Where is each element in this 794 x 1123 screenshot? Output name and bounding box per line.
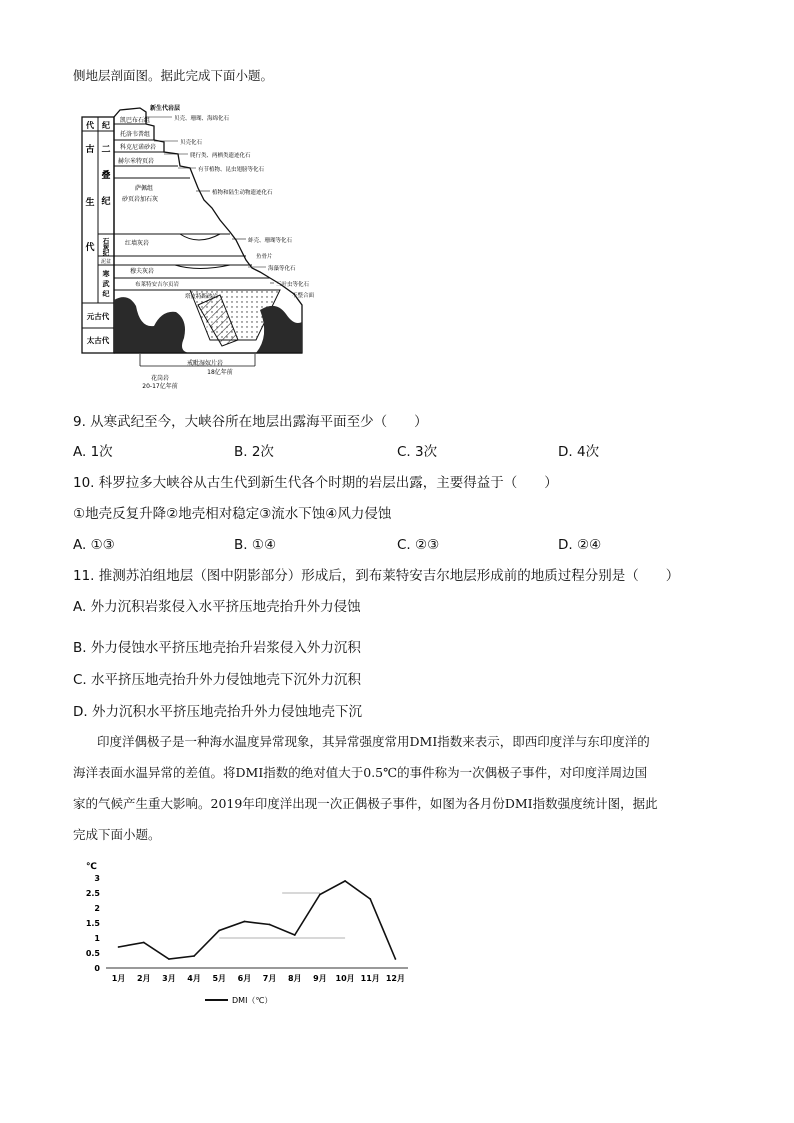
period-niyu: 泥盆	[100, 259, 112, 265]
q10-items: ①地壳反复升降②地壳相对稳定③流水下蚀④风力侵蚀	[73, 506, 392, 522]
q10-text: 10. 科罗拉多大峡谷从古生代到新生代各个时期的岩层出露，主要得益于（ ）	[73, 475, 558, 491]
dmi-data-point	[118, 946, 120, 948]
period-hanwu-3: 纪	[102, 290, 110, 298]
fossil-label-5: 植物和陆生动物遗迹化石	[212, 190, 273, 196]
q11-option-b[interactable]: B. 外力侵蚀水平挤压地壳抬升岩浆侵入外力沉积	[73, 640, 361, 656]
layer-toroweap: 托洛韦普组	[120, 131, 151, 138]
chart-unit-label: ℃	[86, 862, 97, 872]
x-tick-label: 3月	[162, 974, 176, 983]
fossil-label-6: 蚌壳、珊瑚等化石	[248, 238, 293, 244]
layer-tapeats: 塔皮特斯砂岩	[185, 294, 219, 300]
dmi-data-point	[344, 880, 346, 882]
layer-redwall: 红墙灰岩	[125, 240, 150, 247]
layer-coconino: 科克尼诺砂岩	[120, 144, 157, 151]
fossil-label-4: 有节植物、昆虫翅膀等化石	[198, 167, 265, 173]
q11-option-c[interactable]: C. 水平挤压地壳抬升外力侵蚀地壳下沉外力沉积	[73, 672, 362, 688]
x-tick-label: 4月	[187, 974, 201, 983]
dmi-data-point	[319, 894, 321, 896]
col-header-period: 纪	[102, 121, 110, 130]
x-tick-label: 11月	[360, 974, 380, 983]
layer-bright-angel: 布莱特安吉尔页岩	[135, 282, 180, 288]
period-hanwu-1: 寒	[102, 270, 110, 278]
x-tick-label: 6月	[237, 974, 252, 983]
q11-option-d[interactable]: D. 外力沉积水平挤压地壳抬升外力侵蚀地壳下沉	[73, 704, 362, 720]
period-erji-2: 叠	[101, 171, 111, 181]
schist-body	[256, 306, 302, 353]
y-tick-label: 3	[94, 874, 100, 883]
q10-option-a[interactable]: A. ①③	[73, 537, 115, 553]
dmi-data-point	[143, 942, 145, 944]
q11-text: 11. 推测苏泊组地层（图中阴影部分）形成后，到布莱特安吉尔地层形成前的地质过程分别是（ ）	[73, 568, 680, 584]
y-tick-label: 2.5	[85, 889, 100, 898]
dmi-data-point	[395, 958, 397, 960]
col-header-era: 代	[86, 121, 94, 130]
legend-label: DMI（℃）	[232, 996, 273, 1005]
x-tick-label: 1月	[111, 974, 126, 983]
passage-line-4: 完成下面小题。	[73, 827, 161, 842]
y-tick-label: 0	[94, 964, 100, 973]
fossil-label-9: 三叶虫等化石	[276, 282, 310, 288]
strata-figure	[80, 100, 340, 390]
dmi-data-point	[244, 921, 246, 923]
q9-text: 9. 从寒武纪至今，大峡谷所在地层出露海平面至少（ ）	[73, 414, 428, 430]
fossil-label-1: 贝壳、珊瑚、海绵化石	[174, 116, 230, 122]
layer-supai: 萨佩组	[135, 185, 154, 192]
layer-kaibab: 凯巴布石组	[120, 117, 151, 124]
x-tick-label: 8月	[287, 974, 302, 983]
q10-option-d[interactable]: D. ②④	[558, 537, 602, 553]
q9-option-d[interactable]: D. 4次	[558, 444, 600, 460]
layer-hermit: 赫尔米特页岩	[118, 158, 155, 165]
period-hanwu-2: 武	[102, 280, 110, 288]
y-tick-label: 0.5	[85, 949, 100, 958]
x-tick-label: 7月	[262, 974, 277, 983]
q11-option-a[interactable]: A. 外力沉积岩浆侵入水平挤压地壳抬升外力侵蚀	[73, 599, 361, 615]
proterozoic-label: 元古代	[86, 312, 110, 321]
q9-option-c[interactable]: C. 3次	[397, 444, 438, 460]
period-shitan-1: 石	[102, 237, 110, 245]
archean-label: 太古代	[86, 336, 110, 345]
dmi-chart	[80, 858, 410, 1008]
era-char-1: 古	[85, 145, 95, 155]
q10-option-c[interactable]: C. ②③	[397, 537, 440, 553]
layer-subo: 苏伯组	[204, 314, 218, 331]
fossil-label-2: 贝壳化石	[180, 140, 203, 146]
dmi-data-point	[218, 930, 220, 932]
passage-line-3: 家的气候产生重大影响。2019年印度洋出现一次正偶极子事件，如图为各月份DMI指数强度统计图，据此	[73, 796, 658, 811]
dmi-series-line	[119, 881, 396, 959]
dmi-data-point	[294, 934, 296, 936]
period-shitan-3: 纪	[102, 249, 110, 257]
dmi-data-point	[168, 958, 170, 960]
q9-option-a[interactable]: A. 1次	[73, 444, 113, 460]
x-tick-label: 5月	[212, 974, 227, 983]
x-tick-label: 10月	[335, 974, 355, 983]
q9-option-b[interactable]: B. 2次	[234, 444, 274, 460]
y-tick-label: 2	[94, 904, 100, 913]
dmi-data-point	[193, 955, 195, 957]
era-char-2: 生	[85, 198, 95, 208]
period-erji-1: 二	[101, 145, 111, 155]
fossil-label-10: 不整合面	[292, 293, 315, 299]
period-shitan-2: 炭	[102, 243, 110, 251]
x-tick-label: 12月	[385, 974, 405, 983]
y-tick-label: 1.5	[85, 919, 100, 928]
dmi-data-point	[369, 898, 371, 900]
y-tick-label: 1	[94, 934, 100, 943]
fossil-label-7: 鱼骨片	[256, 254, 273, 260]
granite-intrusion	[114, 297, 190, 353]
period-erji-3: 纪	[101, 197, 111, 207]
schist-age: 18亿年前	[207, 369, 233, 376]
x-tick-label: 9月	[313, 974, 327, 983]
granite-label: 花岗岩	[150, 375, 170, 382]
fossil-label-3: 爬行类、两栖类遗迹化石	[190, 153, 251, 159]
schist-label: 戒毗湿奴片岩	[186, 360, 224, 367]
layer-supai-2: 砂页岩加石灰	[122, 196, 159, 203]
era-char-3: 代	[85, 243, 95, 253]
layer-top-label: 新生代岩层	[150, 105, 181, 112]
passage-line-1: 印度洋偶极子是一种海水温度异常现象，其异常强度常用DMI指数来表示，即西印度洋与东印度洋的	[97, 734, 650, 749]
granite-age: 20-17亿年前	[142, 383, 178, 390]
intro-text: 侧地层剖面图。据此完成下面小题。	[73, 68, 274, 83]
passage-line-2: 海洋表面水温异常的差值。将DMI指数的绝对值大于0.5℃的事件称为一次偶极子事件，对印度洋周边国	[73, 765, 648, 780]
q10-option-b[interactable]: B. ①④	[234, 537, 277, 553]
layer-muav: 穆夫灰岩	[130, 268, 155, 275]
fossil-label-8: 海藻等化石	[268, 266, 296, 272]
dmi-data-point	[269, 924, 271, 926]
x-tick-label: 2月	[136, 974, 151, 983]
